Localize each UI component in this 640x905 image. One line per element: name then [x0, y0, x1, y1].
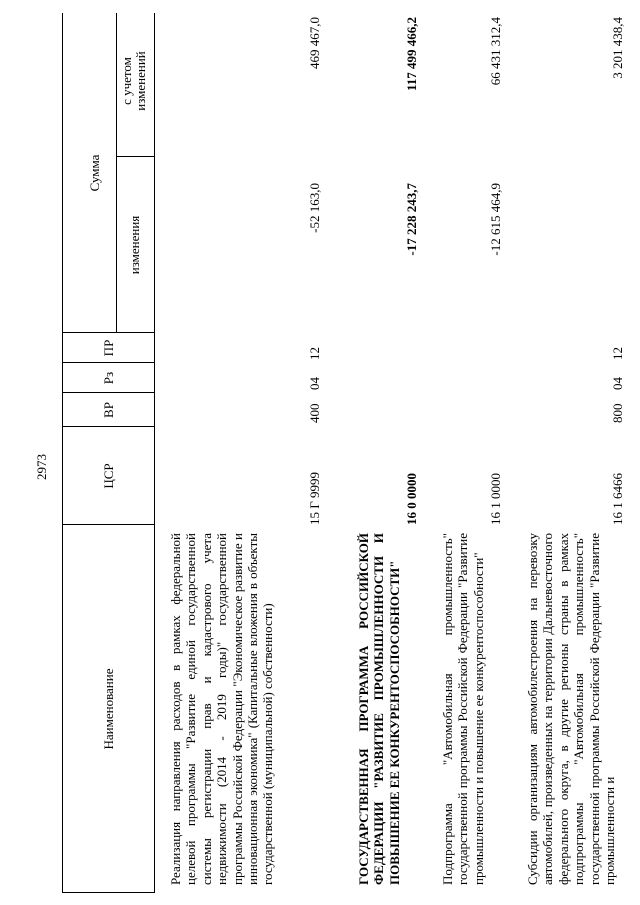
- header-sum: Сумма: [87, 154, 102, 192]
- row-name: ГОСУДАРСТВЕННАЯ ПРОГРАММА РОССИЙСКОЙ ФЕДЕРАЦИИ "РАЗВИТИЕ ПРОМЫШЛЕННОСТИ И ПОВЫШЕНИЕ ЕЕ КОНКУРЕНТОСПОСОБНОСТИ": [356, 533, 402, 885]
- row-total: 3 201 438,4: [610, 17, 625, 79]
- row-total: 469 467,0: [307, 17, 322, 69]
- header-name: Наименование: [101, 668, 116, 750]
- header-csr: ЦСР: [101, 463, 116, 489]
- row-rz: 04: [307, 377, 322, 390]
- row-name: Реализация направления расходов в рамках федеральной целевой программы "Развитие единой государственной системы регистрации прав и кадастрового учета недвижимости (2014 - 2019 годы)" государственной программы Российской Федерации "Экономическое развитие и инновационная экономика" (Капитальные вложения в объекты государственной (муниципальной) собственности): [168, 533, 276, 885]
- table-row: [348, 13, 426, 893]
- header-rz: Рз: [101, 371, 116, 385]
- row-vr: 400: [307, 403, 322, 423]
- row-change: -17 228 243,7: [404, 183, 419, 256]
- row-csr: 16 1 6466: [610, 473, 625, 525]
- row-change: -12 615 464,9: [488, 183, 503, 256]
- row-vr: 800: [610, 403, 625, 423]
- header-vr: ВР: [101, 402, 116, 418]
- budget-table: [62, 13, 625, 893]
- header-top-border: [62, 13, 63, 893]
- row-csr: 16 1 0000: [488, 473, 503, 525]
- row-csr: 16 0 0000: [404, 473, 419, 525]
- header-pr: ПР: [101, 339, 116, 357]
- row-total: 117 499 466,2: [404, 17, 419, 92]
- row-total: 66 431 312,4: [488, 17, 503, 86]
- row-change: -52 163,0: [307, 183, 322, 233]
- row-name: Подпрограмма "Автомобильная промышленность" государственной программы Российской Федерации "Развитие промышленности и повышение ее конкурентоспособности": [440, 533, 486, 885]
- row-csr: 15 Г 9999: [307, 471, 322, 525]
- row-name: Субсидии организациям автомобилестроения на перевозку автомобилей, произведенных на территории Дальневосточного федерального округа, в другие регионы страны в рамках подпрограммы "Автомобильная промышленность" государственной программы Российской Федерации "Развитие промышленности и: [525, 533, 618, 885]
- header-sum-divider: [116, 13, 117, 333]
- table-row: [160, 13, 345, 893]
- header-bottom-border: [154, 13, 155, 893]
- table-header: [62, 13, 154, 893]
- header-with-changes: с учетом изменений: [119, 51, 148, 111]
- row-pr: 12: [610, 347, 625, 360]
- row-rz: 04: [610, 377, 625, 390]
- table-row: [432, 13, 517, 893]
- page-number: 2973: [34, 454, 49, 480]
- table-row: [517, 13, 625, 893]
- row-pr: 12: [307, 347, 322, 360]
- header-change: изменения: [127, 215, 142, 275]
